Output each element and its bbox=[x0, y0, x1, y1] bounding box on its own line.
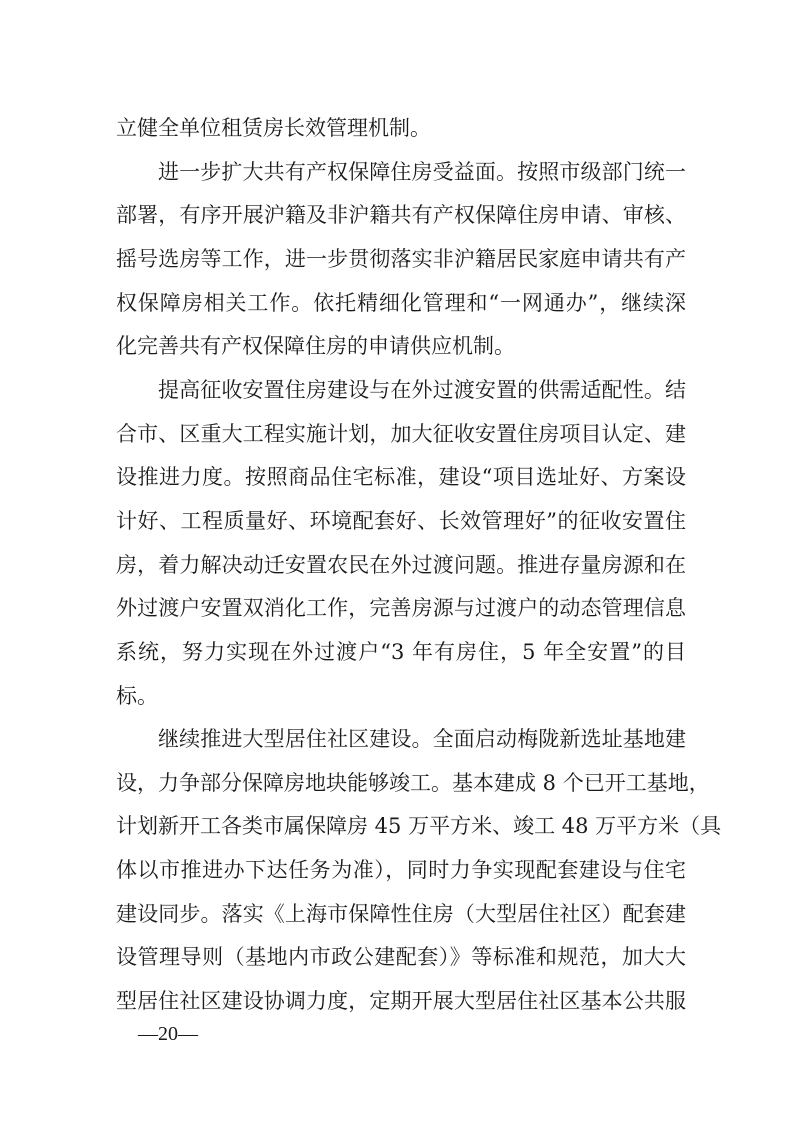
text-line: 合市、区重大工程实施计划，加大征收安置住房项目认定、建 bbox=[116, 422, 686, 446]
text-line: 建设同步。落实《上海市保障性住房（大型居住社区）配套建 bbox=[116, 902, 686, 926]
text-line: 外过渡户安置双消化工作，完善房源与过渡户的动态管理信息 bbox=[116, 596, 686, 620]
paragraph-first-line: 进一步扩大共有产权保障住房受益面。按照市级部门统一 bbox=[158, 160, 686, 184]
paragraph-first-line: 继续推进大型居住社区建设。全面启动梅陇新选址基地建 bbox=[158, 727, 686, 751]
text-line: 部署，有序开展沪籍及非沪籍共有产权保障住房申请、审核、 bbox=[116, 203, 686, 227]
text-line: 摇号选房等工作，进一步贯彻落实非沪籍居民家庭申请共有产 bbox=[116, 247, 686, 271]
text-line: 设推进力度。按照商品住宅标准，建设“项目选址好、方案设 bbox=[116, 465, 686, 489]
text-line: 计划新开工各类市属保障房 45 万平方米、竣工 48 万平方米（具 bbox=[116, 814, 722, 838]
text-line: 权保障房相关工作。依托精细化管理和“一网通办”，继续深 bbox=[116, 291, 686, 315]
text-line: 房，着力解决动迁安置农民在外过渡问题。推进存量房源和在 bbox=[116, 553, 686, 577]
text-line: 设管理导则（基地内市政公建配套）》等标准和规范，加大大 bbox=[116, 945, 686, 969]
paragraph-first-line: 提高征收安置住房建设与在外过渡安置的供需适配性。结 bbox=[158, 378, 686, 402]
text-line: 立健全单位租赁房长效管理机制。 bbox=[116, 116, 431, 140]
text-line: 型居住社区建设协调力度，定期开展大型居住社区基本公共服 bbox=[116, 989, 686, 1013]
text-line: 化完善共有产权保障住房的申请供应机制。 bbox=[116, 334, 515, 358]
text-line: 体以市推进办下达任务为准），同时力争实现配套建设与住宅 bbox=[116, 858, 686, 882]
text-line: 计好、工程质量好、环境配套好、长效管理好”的征收安置住 bbox=[116, 509, 686, 533]
text-line: 设，力争部分保障房地块能够竣工。基本建成 8 个已开工基地， bbox=[116, 771, 710, 795]
text-line: 系统，努力实现在外过渡户“3 年有房住，5 年全安置”的目 bbox=[116, 640, 686, 664]
page-number: —20— bbox=[138, 1023, 198, 1045]
text-line: 标。 bbox=[116, 684, 158, 708]
